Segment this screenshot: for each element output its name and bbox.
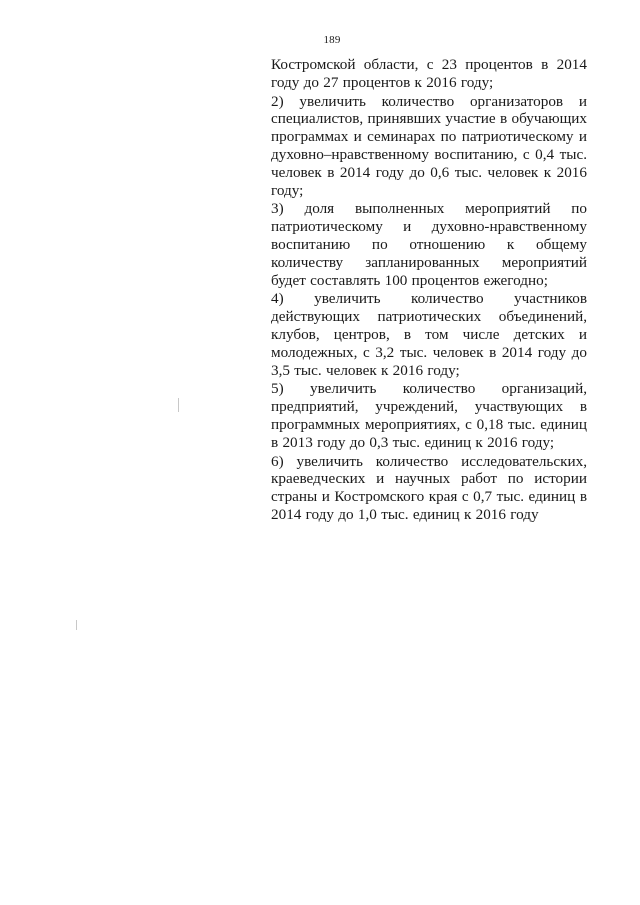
paragraph-item-4: 4) увеличить количество участников действующих патриотических объединений, клубов, центров, в том числе детских и молодежных, с 3,2 тыс. человек в 2014 году до 3,5 тыс. человек к 2016 году; — [271, 290, 587, 379]
paragraph-continuation: Костромской области, с 23 процентов в 2014 году до 27 процентов к 2016 году; — [271, 56, 587, 91]
paragraph-item-2: 2) увеличить количество организаторов и специалистов, принявших участие в обучающих программах и семинарах по патриотическому и духовно–нравственному воспитанию, с 0,4 тыс. человек в 2014 году до 0,6 тыс. человек к 2016 году; — [271, 92, 587, 199]
paragraph-item-3: 3) доля выполненных мероприятий по патриотическому и духовно-нравственному воспитанию по отношению к общему количеству запланированных мероприятий будет составлять 100 процентов ежегодно; — [271, 200, 587, 289]
scan-artifact-mark — [178, 398, 179, 412]
paragraph-item-5: 5) увеличить количество организаций, предприятий, учреждений, участвующих в программных мероприятиях, с 0,18 тыс. единиц в 2013 году до 0,3 тыс. единиц к 2016 году; — [271, 380, 587, 451]
text-column — [271, 56, 587, 525]
paragraph-item-6: 6) увеличить количество исследовательских, краеведческих и научных работ по истории страны и Костромского края с 0,7 тыс. единиц в 2014 году до 1,0 тыс. единиц к 2016 году — [271, 452, 587, 523]
scan-artifact-mark — [76, 620, 77, 630]
page-number: 189 — [323, 34, 341, 46]
